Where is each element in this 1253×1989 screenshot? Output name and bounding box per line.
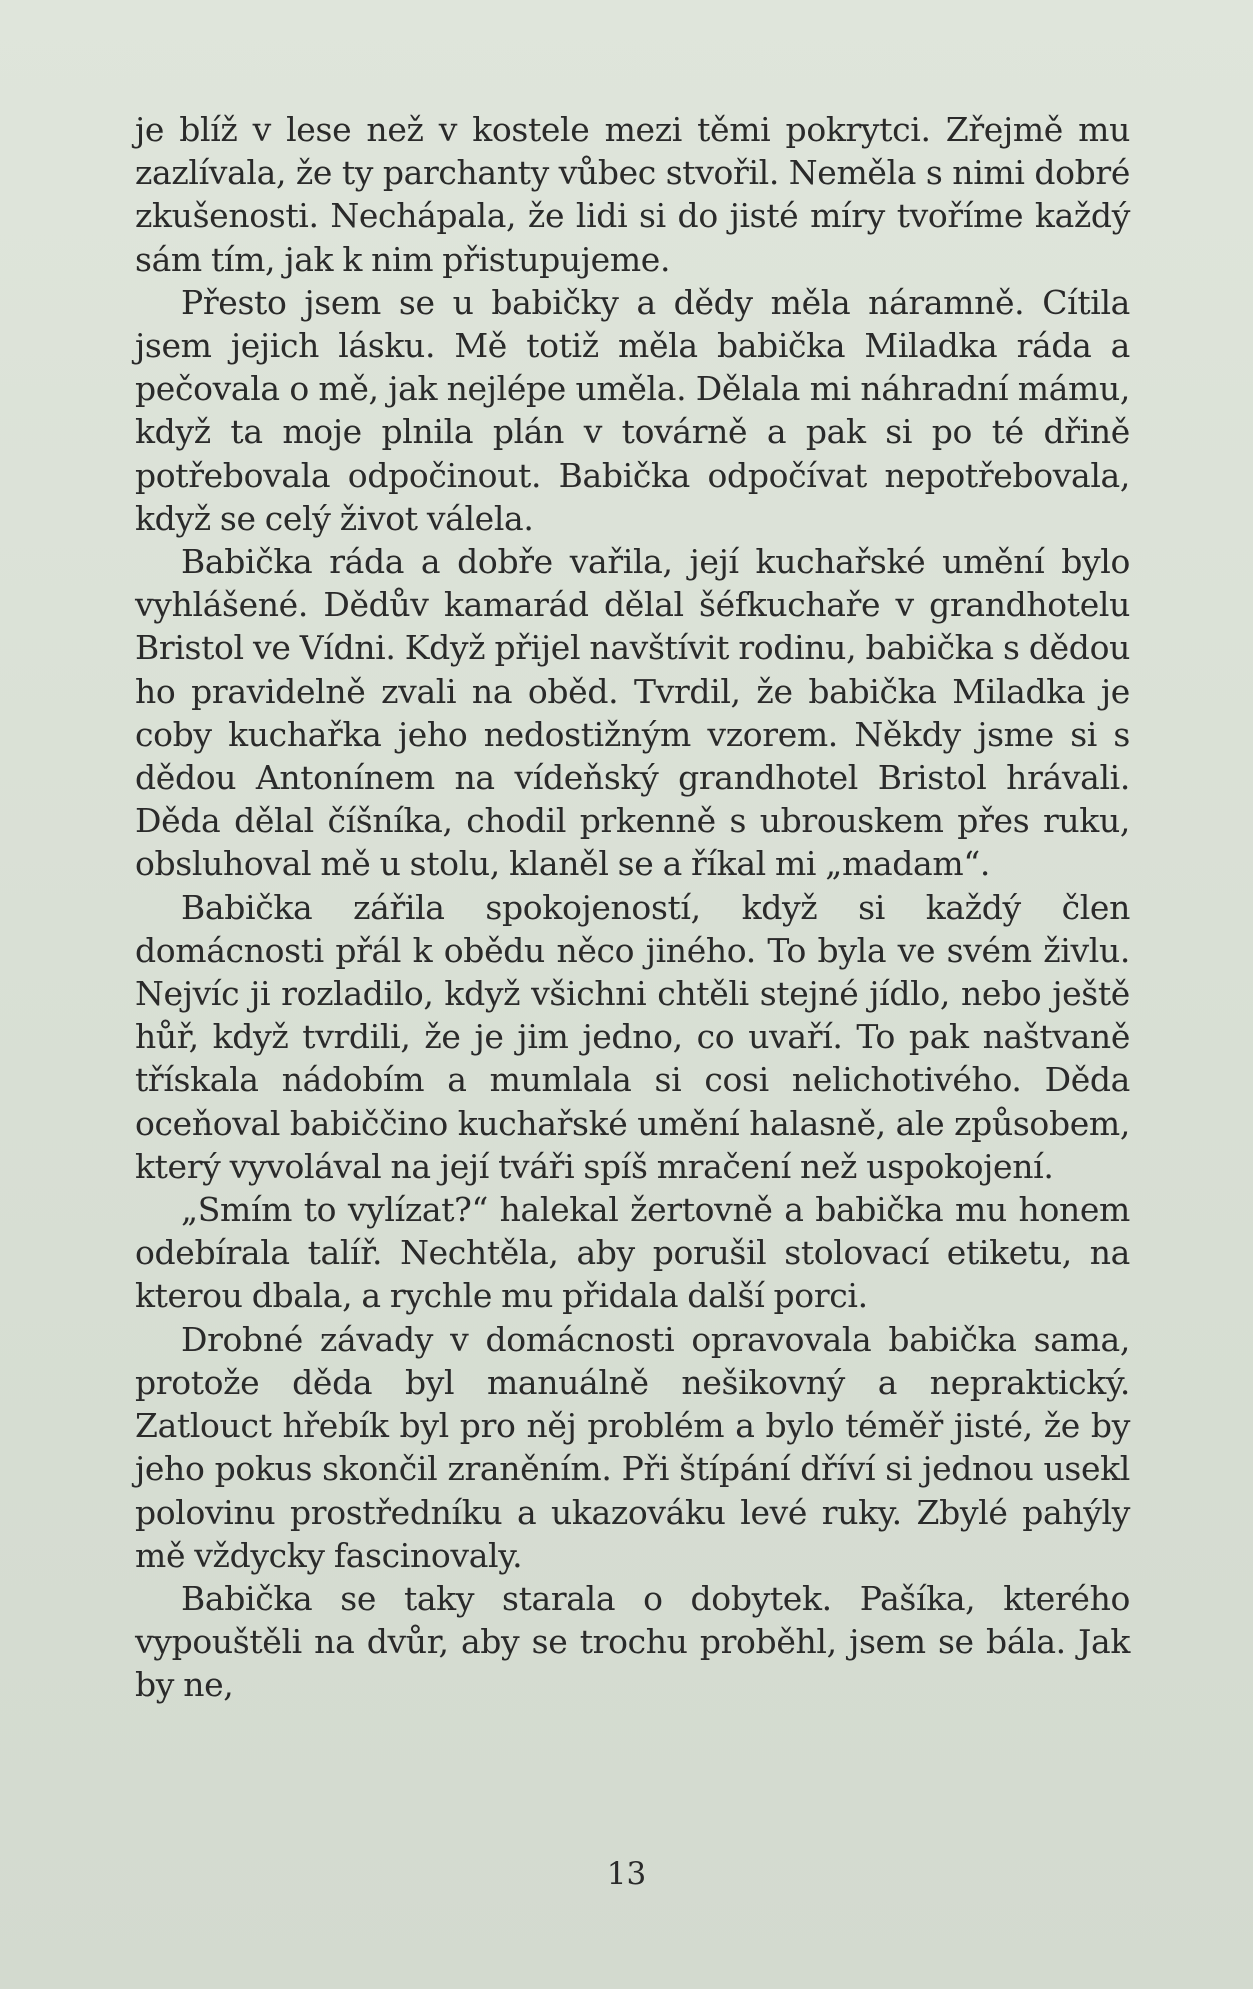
paragraph-3: Babička ráda a dobře vařila, její kuchařské umění bylo vyhlášené. Dědův kamarád dělal šéfkuchaře v grandhotelu Bristol ve Vídni. Když přijel navštívit rodinu, babička s dědou ho pravidelně zvali na oběd. Tvrdil, že babička Miladka je coby kuchařka jeho nedostižným vzorem. Někdy jsme si s dědou Antonínem na vídeňský grandhotel Bristol hrávali. Děda dělal číšníka, chodil prkenně s ubrouskem přes ruku, obsluhoval mě u stolu, klaněl se a říkal mi „madam“. [135,542,1130,884]
paragraph-4: Babička zářila spokojeností, když si každý člen domácnosti přál k obědu něco jiného. To byla ve svém živlu. Nejvíc ji rozladilo, když všichni chtěli stejné jídlo, nebo ještě hůř, když tvrdili, že je jim jedno, co uvaří. To pak naštvaně třískala nádobím a mumlala si cosi nelichotivého. Děda oceňoval babiččino kuchařské umění halasně, ale způsobem, který vyvolával na její tváři spíš mračení než uspokojení. [135,887,1130,1186]
paragraph-2: Přesto jsem se u babičky a dědy měla náramně. Cítila jsem jejich lásku. Mě totiž měla babička Miladka ráda a pečovala o mě, jak nejlépe uměla. Dělala mi náhradní mámu, když ta moje plnila plán v továrně a pak si po té dřině potřebovala odpočinout. Babička odpočívat nepotřebovala, když se celý život válela. [135,282,1130,538]
paragraph-5: „Smím to vylízat?“ halekal žertovně a babička mu honem odebírala talíř. Nechtěla, aby porušil stolovací etiketu, na kterou dbala, a rychle mu přidala další porci. [135,1190,1130,1316]
page-number: 13 [606,1856,647,1892]
body-text [135,108,1130,1707]
paragraph-1: je blíž v lese než v kostele mezi těmi pokrytci. Zřejmě mu zazlívala, že ty parchanty vůbec stvořil. Neměla s nimi dobré zkušenosti. Nechápala, že lidi si do jisté míry tvoříme každý sám tím, jak k nim přistupujeme. [135,110,1130,279]
paragraph-6: Drobné závady v domácnosti opravovala babička sama, protože děda byl manuálně nešikovný a nepraktický. Zatlouct hřebík byl pro něj problém a bylo téměř jisté, že by jeho pokus skončil zraněním. Při štípání dříví si jednou usekl polovinu prostředníku a ukazováku levé ruky. Zbylé pahýly mě vždycky fascinovaly. [135,1319,1130,1575]
paragraph-7: Babička se taky starala o dobytek. Pašíka, kterého vypouštěli na dvůr, aby se trochu proběhl, jsem se bála. Jak by ne, [135,1578,1130,1705]
